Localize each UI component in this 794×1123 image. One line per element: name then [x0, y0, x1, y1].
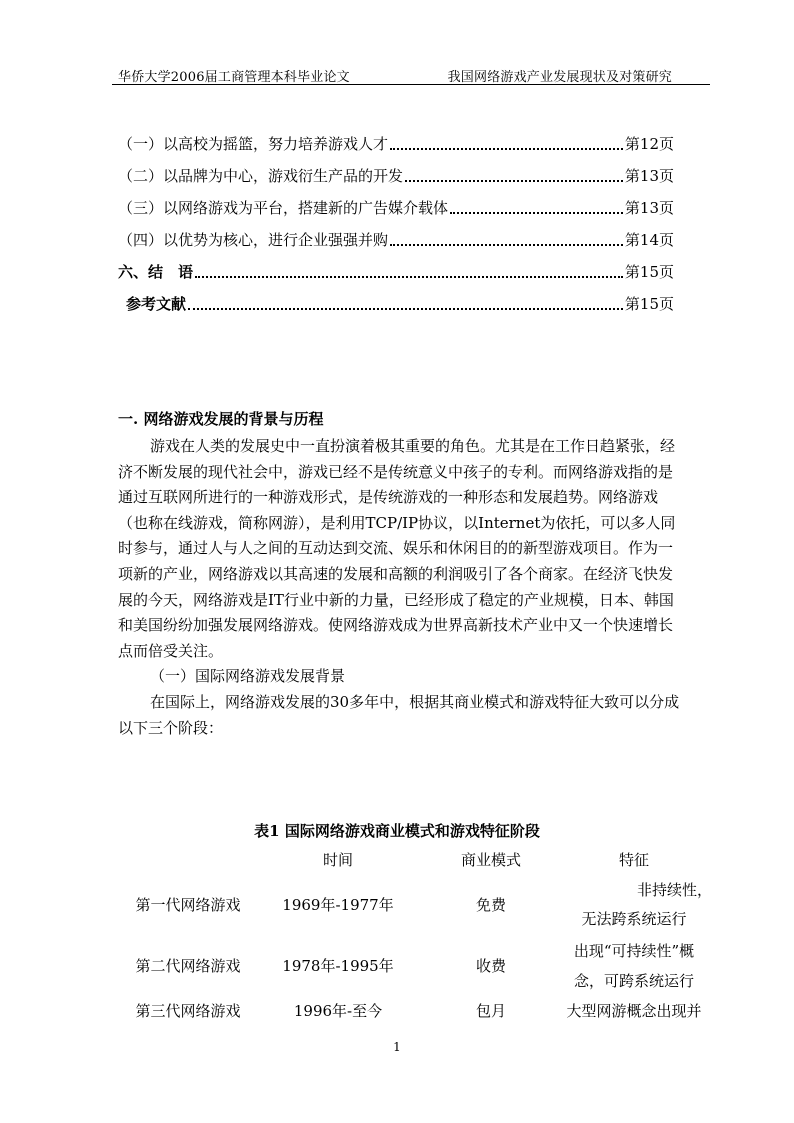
toc-leader — [195, 275, 623, 278]
table-cell-feature: 念，可跨系统运行 — [573, 972, 694, 990]
toc-entry-page: 第15页 — [624, 262, 674, 281]
toc-entry-label: 参考文献 — [126, 294, 187, 313]
toc-entry[interactable] — [118, 131, 674, 155]
toc-leader — [450, 211, 623, 214]
page-number: 1 — [393, 1040, 401, 1054]
toc-entry[interactable] — [118, 259, 674, 283]
toc-entry[interactable] — [118, 227, 674, 251]
toc-leader — [188, 307, 623, 310]
header-rule — [112, 84, 710, 85]
table-cell-time: 1978年-1995年 — [282, 957, 394, 975]
toc-leader — [405, 179, 623, 182]
toc-entry-label: （四）以优势为核心，进行企业强强并购 — [118, 230, 389, 249]
toc-entry-label: （三）以网络游戏为平台，搭建新的广告媒介载体 — [118, 198, 449, 217]
toc-entry-label: （二）以品牌为中心，游戏衍生产品的开发 — [118, 166, 404, 185]
table-cell-feature: 出现“可持续性”概 — [573, 942, 695, 960]
toc-entry-page: 第13页 — [624, 198, 674, 217]
toc-entry[interactable] — [118, 163, 674, 187]
table-cell-feature: 大型网游概念出现并 — [566, 1002, 702, 1020]
table-title: 表1 国际网络游戏商业模式和游戏特征阶段 — [254, 822, 540, 840]
body-line: 和美国纷纷加强发展网络游戏。使网络游戏成为世界高新技术产业中又一个快速增长 — [118, 616, 674, 635]
table-cell-generation: 第三代网络游戏 — [135, 1002, 241, 1020]
section-body — [118, 434, 710, 741]
toc-entry-page: 第14页 — [624, 230, 674, 249]
body-line: 通过互联网所进行的一种游戏形式，是传统游戏的一种形态和发展趋势。网络游戏 — [118, 488, 659, 507]
table-cell-time: 1969年-1977年 — [282, 896, 394, 914]
table-cell-mode: 包月 — [475, 1002, 506, 1020]
toc-entry-label: （一）以高校为摇篮，努力培养游戏人才 — [118, 134, 389, 153]
toc-entry-page: 第15页 — [624, 294, 674, 313]
toc-leader — [390, 147, 623, 150]
table-header-mode: 商业模式 — [460, 851, 521, 869]
header-left-title: 华侨大学2006届工商管理本科毕业论文 — [118, 70, 350, 85]
table-cell-time: 1996年-至今 — [293, 1002, 383, 1020]
body-line: 游戏在人类的发展史中一直扮演着极其重要的角色。尤其是在工作日趋紧张，经 — [150, 437, 676, 455]
subsection-heading: （一）国际网络游戏发展背景 — [150, 667, 346, 686]
body-line: 在国际上，网络游戏发展的30多年中，根据其商业模式和游戏特征大致可以分成 — [150, 692, 680, 711]
body-line: 展的今天，网络游戏是IT行业中新的力量，已经形成了稳定的产业规模，日本、韩国 — [118, 590, 674, 609]
toc-leader — [390, 243, 623, 246]
body-line: 以下三个阶段： — [118, 718, 224, 737]
table-header-time: 时间 — [322, 851, 353, 869]
toc-entry[interactable] — [118, 195, 674, 219]
body-line: 项新的产业，网络游戏以其高速的发展和高额的利润吸引了各个商家。在经济飞快发 — [118, 564, 674, 583]
toc-entry-label: 六、结 语 — [118, 262, 194, 281]
toc-entry[interactable] — [126, 291, 674, 315]
body-line: 时参与，通过人与人之间的互动达到交流、娱乐和休闲目的的新型游戏项目。作为一 — [118, 539, 674, 558]
table-cell-generation: 第一代网络游戏 — [135, 896, 241, 914]
body-line: 济不断发展的现代社会中，游戏已经不是传统意义中孩子的专利。而网络游戏指的是 — [118, 462, 674, 481]
toc-entry-page: 第13页 — [624, 166, 674, 185]
table-cell-generation: 第二代网络游戏 — [135, 957, 241, 975]
table-cell-feature: 无法跨系统运行 — [581, 910, 687, 928]
section-heading: 一. 网络游戏发展的背景与历程 — [118, 410, 324, 428]
table-cell-mode: 收费 — [475, 957, 506, 975]
header-right-title: 我国网络游戏产业发展现状及对策研究 — [447, 70, 672, 85]
body-line: （也称在线游戏，简称网游），是利用TCP/IP协议，以Internet为依托，可以多人同 — [118, 513, 676, 532]
body-line: 点而倍受关注。 — [118, 641, 224, 660]
table-cell-feature: 非持续性， — [636, 881, 712, 899]
toc-entry-page: 第12页 — [624, 134, 674, 153]
table-header-feature: 特征 — [618, 851, 649, 869]
table-cell-mode: 免费 — [475, 896, 506, 914]
